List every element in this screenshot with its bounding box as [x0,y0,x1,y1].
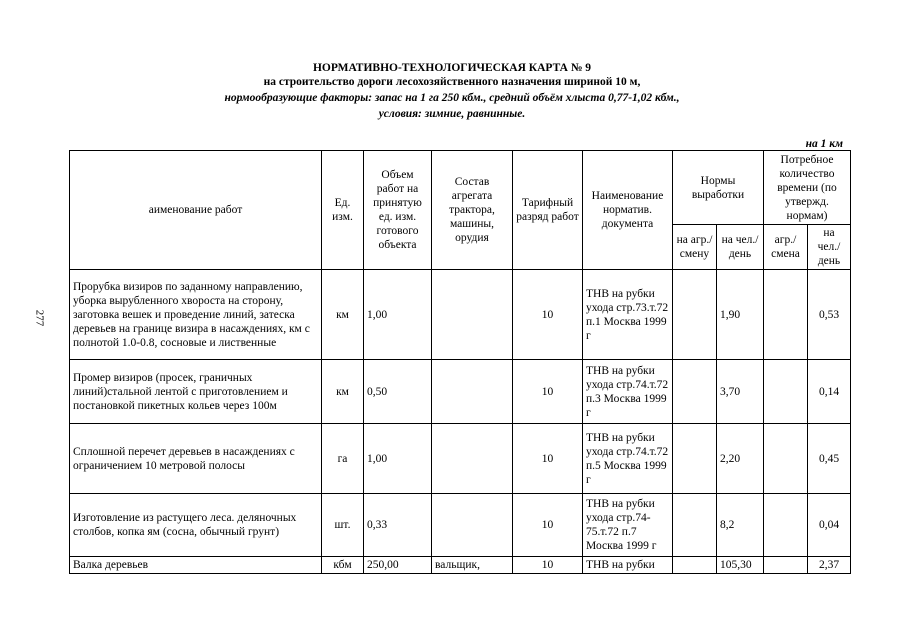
col-header-grade: Тарифный разряд работ [513,151,583,270]
col-header-norms: Нормы выработки [673,151,764,225]
cell-grade: 10 [513,494,583,557]
cell-name: Изготовление из растущего леса. деляночных столбов, копка ям (сосна, обычный грунт) [70,494,322,557]
cell-grade: 10 [513,360,583,424]
table-row [70,494,851,557]
col-header-time-man: на чел./ день [808,225,851,270]
table-row [70,557,851,574]
cell-norm-agr [673,557,717,574]
doc-subtitle: на строительство дороги лесохозяйственного назначения шириной 10 м, [263,76,641,88]
col-header-volume: Объем работ на принятую ед. изм. готового объекта [364,151,432,270]
cell-norm-agr [673,424,717,494]
cell-norm-man: 3,70 [717,360,764,424]
cell-time-man: 0,04 [808,494,851,557]
col-header-time: Потребное количество времени (по утвержд. нормам) [764,151,851,225]
cell-volume: 0,33 [364,494,432,557]
norms-table [69,150,851,574]
cell-name: Валка деревьев [70,557,322,574]
cell-unit: шт. [322,494,364,557]
cell-time-man: 0,14 [808,360,851,424]
cell-time-agr [764,270,808,360]
cell-norm-agr [673,270,717,360]
cell-time-man: 2,37 [808,557,851,574]
doc-factors: нормообразующие факторы: запас на 1 га 250 кбм., средний объём хлыста 0,77-1,02 кбм., [224,92,680,104]
cell-document: ТНВ на рубки [583,557,673,574]
cell-composition [432,360,513,424]
cell-unit: км [322,270,364,360]
cell-unit: кбм [322,557,364,574]
cell-time-man: 0,45 [808,424,851,494]
cell-time-agr [764,494,808,557]
cell-norm-man: 1,90 [717,270,764,360]
cell-norm-man: 105,30 [717,557,764,574]
cell-name: Промер визиров (просек, граничных линий)стальной лентой с приготовлением и постановкой пикетных кольев через 100м [70,360,322,424]
cell-volume: 0,50 [364,360,432,424]
col-header-unit: Ед. изм. [322,151,364,270]
cell-time-man: 0,53 [808,270,851,360]
col-header-document: Наименование норматив. документа [583,151,673,270]
col-header-name: аименование работ [70,151,322,270]
cell-time-agr [764,360,808,424]
cell-grade: 10 [513,424,583,494]
doc-conditions: условия: зимние, равнинные. [378,108,526,120]
table-row [70,424,851,494]
col-header-composition: Состав агрегата трактора, машины, орудия [432,151,513,270]
page-number: 277 [33,309,46,327]
col-header-time-agr: агр./ смена [764,225,808,270]
cell-document: ТНВ на рубки ухода стр.73.т.72 п.1 Москва 1999 г [583,270,673,360]
cell-volume: 1,00 [364,270,432,360]
cell-time-agr [764,557,808,574]
cell-unit: га [322,424,364,494]
cell-volume: 1,00 [364,424,432,494]
cell-composition: вальщик, [432,557,513,574]
cell-norm-agr [673,494,717,557]
cell-document: ТНВ на рубки ухода стр.74-75.т.72 п.7 Москва 1999 г [583,494,673,557]
cell-grade: 10 [513,557,583,574]
cell-norm-man: 8,2 [717,494,764,557]
cell-composition [432,270,513,360]
cell-name: Сплошной перечет деревьев в насаждениях с ограничением 10 метровой полосы [70,424,322,494]
cell-composition [432,494,513,557]
col-header-norm-man: на чел./ день [717,225,764,270]
cell-norm-man: 2,20 [717,424,764,494]
cell-name: Прорубка визиров по заданному направлению, уборка вырубленного хвороста на сторону, заготовка вешек и проведение линий, затеска деревьев на границе визира в насаждениях, км с полнотой 1.0-0.8, сосновые и лиственные [70,270,322,360]
cell-document: ТНВ на рубки ухода стр.74.т.72 п.5 Москва 1999 г [583,424,673,494]
table-row [70,360,851,424]
cell-time-agr [764,424,808,494]
col-header-norm-agr: на агр./ смену [673,225,717,270]
unit-note: на 1 км [805,138,843,150]
cell-document: ТНВ на рубки ухода стр.74.т.72 п.3 Москва 1999 г [583,360,673,424]
cell-composition [432,424,513,494]
cell-grade: 10 [513,270,583,360]
cell-volume: 250,00 [364,557,432,574]
cell-unit: км [322,360,364,424]
doc-title: НОРМАТИВНО-ТЕХНОЛОГИЧЕСКАЯ КАРТА № 9 [312,62,592,74]
table-row [70,270,851,360]
cell-norm-agr [673,360,717,424]
